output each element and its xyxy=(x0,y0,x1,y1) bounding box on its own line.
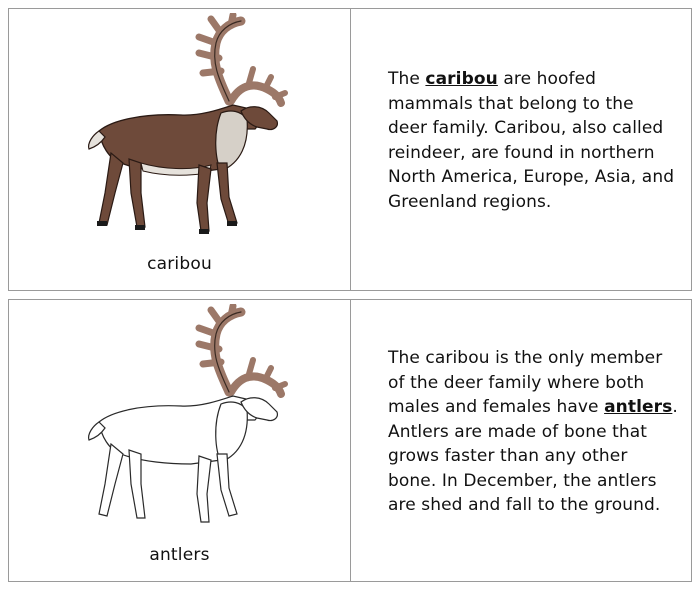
antlers-card xyxy=(8,299,692,582)
description-text xyxy=(388,67,678,214)
description-text xyxy=(388,346,678,518)
text-before: The xyxy=(388,69,426,89)
text-after: are hoofed mammals that belong to the deer family. Caribou, also called reindeer, are found in northern North America, Europe, Asia, and Greenland regions. xyxy=(388,69,675,212)
text-after: . Antlers are made of bone that grows faster than any other bone. In December, the antlers are shed and fall to the ground. xyxy=(388,397,678,515)
card-divider xyxy=(350,300,351,581)
image-caption: caribou xyxy=(147,254,212,274)
card-divider xyxy=(350,9,351,290)
text-before: The caribou is the only member of the deer family where both males and females have xyxy=(388,348,663,417)
keyword: caribou xyxy=(425,69,498,89)
caribou-colored-illustration xyxy=(71,13,291,241)
caribou-outline-antlers-highlighted xyxy=(71,304,291,532)
image-caption: antlers xyxy=(149,545,210,565)
keyword: antlers xyxy=(604,397,673,417)
caribou-card xyxy=(8,8,692,291)
